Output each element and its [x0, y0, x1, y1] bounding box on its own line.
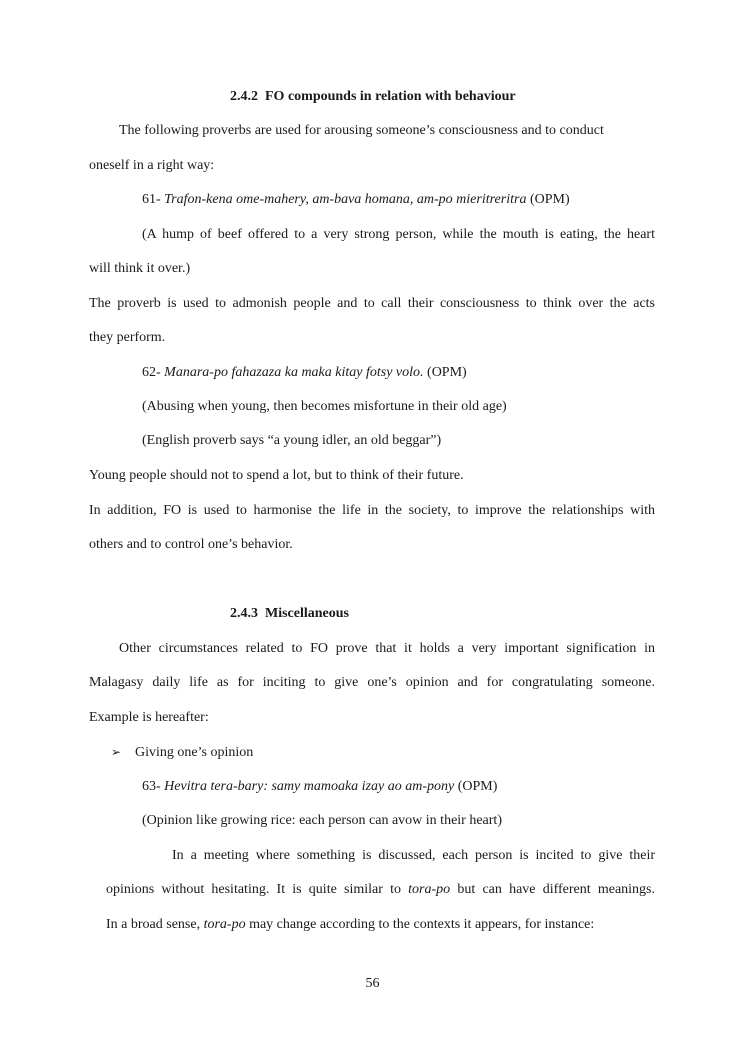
proverb-translation: (Abusing when young, then becomes misfortune in their old age)	[142, 399, 507, 414]
paragraph-line: The following proverbs are used for arousing someone’s consciousness and to conduct	[119, 123, 604, 138]
proverb-number: 62-	[142, 365, 161, 380]
paragraph-line: they perform.	[89, 330, 166, 345]
section-title: FO compounds in relation with behaviour	[265, 89, 516, 104]
paragraph-line	[106, 881, 655, 899]
proverb-number: 61-	[142, 192, 161, 207]
term-italic: tora-po	[203, 917, 246, 932]
proverb-63	[142, 778, 497, 796]
proverb-translation: (Opinion like growing rice: each person can avow in their heart)	[142, 813, 502, 828]
text-run: may change according to the contexts it appears, for instance:	[249, 917, 595, 932]
proverb-text: Trafon-kena ome-mahery, am-bava homana, am-po mieritreritra	[164, 192, 527, 207]
proverb-translation: (A hump of beef offered to a very strong person, while the mouth is eating, the heart	[142, 227, 655, 242]
bullet-label: Giving one’s opinion	[135, 745, 254, 760]
text-run: opinions without hesitating. It is quite similar to	[106, 882, 401, 897]
proverb-source: (OPM)	[457, 779, 498, 794]
paragraph-line: Young people should not to spend a lot, but to think of their future.	[89, 468, 464, 483]
paragraph-line: Other circumstances related to FO prove that it holds a very important signification in	[119, 641, 655, 656]
proverb-source: (OPM)	[427, 365, 467, 380]
paragraph-line: Malagasy daily life as for inciting to give one’s opinion and for congratulating someone.	[89, 675, 655, 690]
text-run: In a broad sense,	[106, 917, 201, 932]
proverb-text: Manara-po fahazaza ka maka kitay fotsy volo.	[164, 365, 424, 380]
paragraph-line: others and to control one’s behavior.	[89, 537, 293, 552]
proverb-english: (English proverb says “a young idler, an old beggar”)	[142, 433, 442, 448]
section-title: Miscellaneous	[265, 606, 349, 621]
arrow-bullet-icon: ➢	[111, 745, 122, 759]
paragraph-line: Example is hereafter:	[89, 710, 209, 725]
proverb-source: (OPM)	[529, 192, 570, 207]
section-heading-2-4-2	[230, 88, 516, 106]
proverb-text: Hevitra tera-bary: samy mamoaka izay ao am-pony	[164, 779, 455, 794]
proverb-number: 63-	[142, 779, 161, 794]
bullet-item	[111, 743, 253, 762]
section-number: 2.4.3	[230, 606, 258, 621]
paragraph-line: In addition, FO is used to harmonise the life in the society, to improve the relationships with	[89, 503, 655, 518]
paragraph-line: oneself in a right way:	[89, 158, 215, 173]
proverb-61	[142, 191, 570, 209]
paragraph-line	[106, 916, 594, 934]
proverb-62	[142, 364, 467, 382]
term-italic: tora-po	[408, 882, 451, 897]
section-number: 2.4.2	[230, 89, 258, 104]
paragraph-line: The proverb is used to admonish people and to call their consciousness to think over the acts	[89, 296, 655, 311]
section-heading-2-4-3	[230, 605, 349, 623]
proverb-translation: will think it over.)	[89, 261, 191, 276]
text-run: but can have different meanings.	[457, 882, 655, 897]
paragraph-line: In a meeting where something is discussed, each person is incited to give their	[172, 848, 655, 863]
page-number: 56	[365, 976, 380, 991]
